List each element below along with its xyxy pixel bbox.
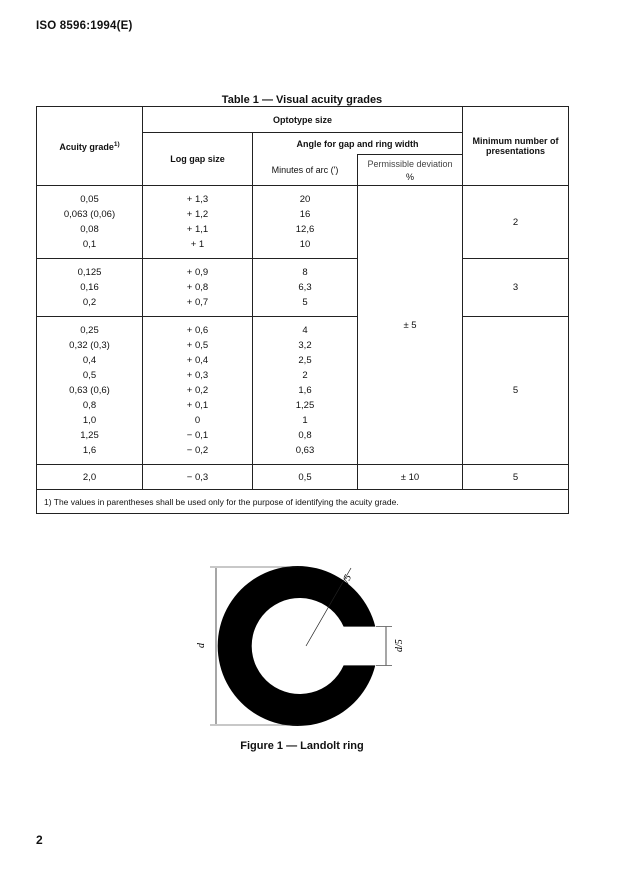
diameter-label: d bbox=[196, 643, 207, 648]
log-gap-value: + 1 bbox=[190, 239, 205, 250]
minutes-value: 12,6 bbox=[295, 224, 315, 235]
grade-value: 0,05 bbox=[80, 194, 99, 205]
table-row bbox=[37, 465, 569, 490]
log-gap-cell bbox=[143, 186, 253, 259]
log-gap-value: 0 bbox=[194, 415, 201, 426]
grades-cell bbox=[37, 317, 143, 465]
minutes-value: 1,25 bbox=[295, 400, 315, 411]
log-gap-value: + 0,3 bbox=[186, 370, 209, 381]
table-footnote: 1) The values in parentheses shall be used only for the purpose of identifying the acuity grade. bbox=[37, 490, 569, 514]
minutes-value: 2 bbox=[302, 370, 308, 381]
minutes-cell bbox=[253, 317, 358, 465]
minutes-value: 5 bbox=[302, 297, 308, 308]
header-minutes-of-arc: Minutes of arc (') bbox=[253, 155, 358, 186]
header-angle-group: Angle for gap and ring width bbox=[253, 133, 463, 155]
table-row-group bbox=[37, 186, 569, 259]
minutes-value: 3,2 bbox=[298, 340, 312, 351]
minutes-value: 20 bbox=[299, 194, 311, 205]
table-caption: Table 1 — Visual acuity grades bbox=[221, 94, 383, 106]
grade-value: 1,0 bbox=[82, 415, 97, 426]
grade-value: 0,25 bbox=[80, 325, 99, 336]
minutes-value: 4 bbox=[302, 325, 308, 336]
grade-value: 0,16 bbox=[80, 282, 99, 293]
grade-value: 0,2 bbox=[82, 297, 97, 308]
grade-value: 0,1 bbox=[82, 239, 97, 250]
log-gap-value: + 1,3 bbox=[186, 194, 209, 205]
log-gap-value: + 0,1 bbox=[186, 400, 209, 411]
grade-value: 0,125 bbox=[77, 267, 102, 278]
header-permissible-deviation bbox=[358, 155, 463, 186]
visual-acuity-table bbox=[36, 106, 569, 514]
log-gap-value: + 0,7 bbox=[186, 297, 209, 308]
landolt-ring bbox=[218, 566, 376, 726]
log-gap-value: − 0,2 bbox=[186, 445, 209, 456]
ring-width-label: d/5 bbox=[338, 573, 355, 590]
log-gap-value: + 0,4 bbox=[186, 355, 209, 366]
minutes-cell bbox=[253, 186, 358, 259]
minutes-value: 0,63 bbox=[295, 445, 315, 456]
grade-value: 0,4 bbox=[82, 355, 97, 366]
table-row-group bbox=[37, 317, 569, 465]
log-gap-cell bbox=[143, 317, 253, 465]
grade-value: 1,6 bbox=[82, 445, 97, 456]
grade-value: 0,8 bbox=[82, 400, 97, 411]
deviation-label: Permissible deviation bbox=[367, 158, 453, 169]
presentations-cell: 3 bbox=[463, 259, 569, 317]
grade-value: 0,32 (0,3) bbox=[69, 340, 110, 351]
presentations-cell: 2 bbox=[463, 186, 569, 259]
log-gap-value: + 0,9 bbox=[186, 267, 209, 278]
presentations-cell: 5 bbox=[463, 317, 569, 465]
minutes-value: 1,6 bbox=[298, 385, 312, 396]
minutes-value: 2,5 bbox=[298, 355, 312, 366]
shared-deviation-cell: ± 5 bbox=[358, 186, 463, 465]
landolt-ring-figure bbox=[196, 566, 416, 726]
table-row-group bbox=[37, 259, 569, 317]
page-number: 2 bbox=[36, 833, 43, 847]
log-gap-value: + 0,6 bbox=[186, 325, 209, 336]
log-gap-value: + 0,8 bbox=[186, 282, 209, 293]
standard-reference: ISO 8596:1994(E) bbox=[36, 20, 133, 32]
minutes-value: 1 bbox=[302, 415, 308, 426]
log-gap-value: + 0,2 bbox=[186, 385, 209, 396]
minutes-value: 6,3 bbox=[298, 282, 312, 293]
grade-value: 0,5 bbox=[82, 370, 97, 381]
grade-value: 0,63 (0,6) bbox=[69, 385, 110, 396]
grade-value: 2,0 bbox=[37, 465, 143, 490]
log-gap-cell bbox=[143, 259, 253, 317]
header-min-presentations: Minimum number of presentations bbox=[463, 107, 569, 186]
percent-label: % bbox=[406, 171, 415, 182]
presentations-cell: 5 bbox=[463, 465, 569, 490]
log-gap-value: + 1,2 bbox=[186, 209, 209, 220]
footnote-ref: 1) bbox=[113, 140, 120, 148]
header-optotype-size: Optotype size bbox=[143, 107, 463, 133]
grades-cell bbox=[37, 186, 143, 259]
log-gap-value: + 1,1 bbox=[186, 224, 209, 235]
minutes-value: 0,5 bbox=[253, 465, 358, 490]
gap-width-label: d/5 bbox=[394, 639, 405, 652]
header-log-gap-size: Log gap size bbox=[143, 133, 253, 186]
minutes-cell bbox=[253, 259, 358, 317]
log-gap-value: − 0,3 bbox=[143, 465, 253, 490]
grade-value: 0,063 (0,06) bbox=[63, 209, 116, 220]
header-acuity-grade: Acuity grade$^{1)}$ bbox=[37, 107, 143, 186]
grade-value: 0,08 bbox=[80, 224, 99, 235]
deviation-value: ± 10 bbox=[358, 465, 463, 490]
grade-value: 1,25 bbox=[80, 430, 99, 441]
minutes-value: 16 bbox=[299, 209, 311, 220]
minutes-value: 8 bbox=[302, 267, 308, 278]
log-gap-value: − 0,1 bbox=[186, 430, 209, 441]
figure-caption: Figure 1 — Landolt ring bbox=[240, 740, 364, 752]
log-gap-value: + 0,5 bbox=[186, 340, 209, 351]
grades-cell bbox=[37, 259, 143, 317]
minutes-value: 10 bbox=[299, 239, 311, 250]
minutes-value: 0,8 bbox=[298, 430, 312, 441]
